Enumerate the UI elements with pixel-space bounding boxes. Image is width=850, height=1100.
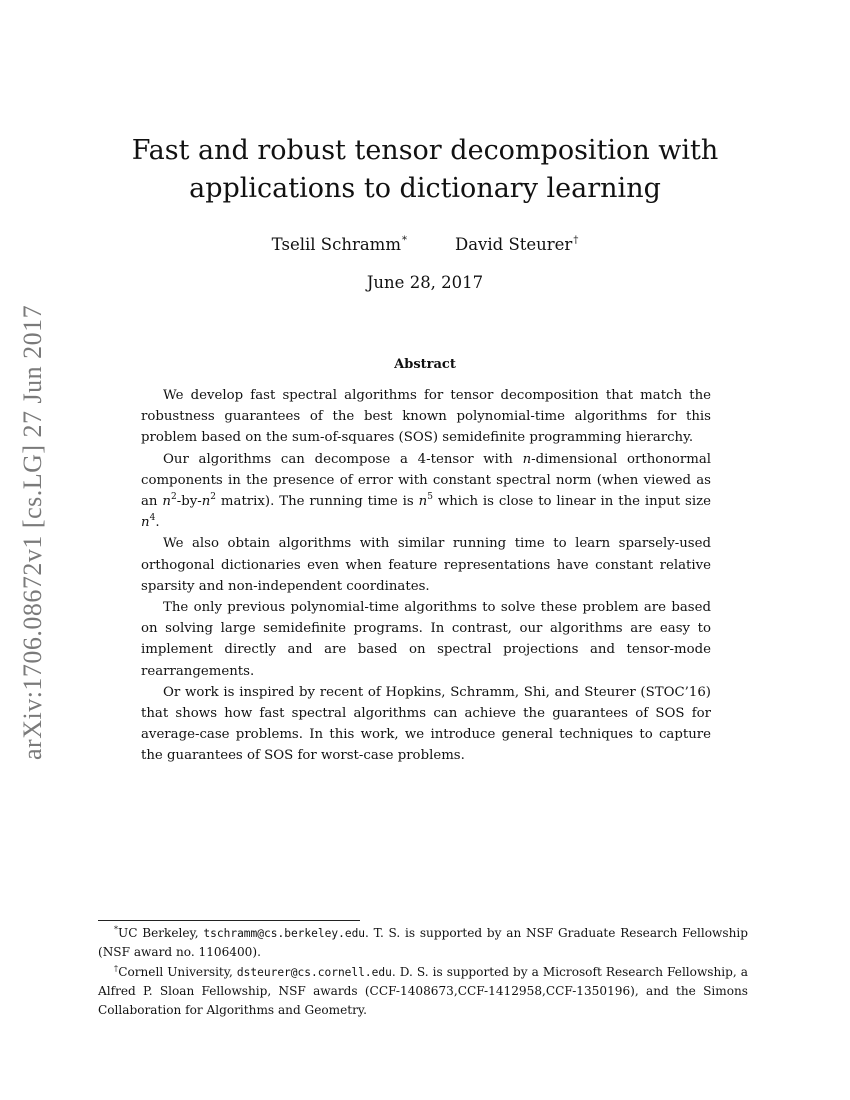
author-name: Tselil Schramm: [271, 235, 401, 254]
math-symbol: n: [201, 494, 211, 510]
text-run: -by-: [176, 494, 202, 510]
abstract-heading: Abstract: [394, 357, 456, 372]
abstract-paragraph-1: We develop fast spectral algorithms for tensor decomposition that match the robustness guarantees of the best known polynomial-time algorithms for this problem based on the sum-of-squares (SOS) semidefinite programming hierarchy.: [141, 388, 711, 446]
math-symbol: n: [162, 494, 171, 510]
math-symbol: n: [418, 494, 428, 510]
footnote-text: . T. S. is supported by an NSF Graduate Research Fellowship (NSF award no. 1106400).: [98, 926, 748, 960]
abstract-paragraph-5: Or work is inspired by recent of Hopkins, Schramm, Shi, and Steurer (STOC’16) that shows how fast spectral algorithms can achieve the guarantees of SOS for average-case problems. In this work, we introduce general techniques to capture the guarantees of SOS for worst-case problems.: [141, 684, 711, 764]
math-exponent: 4: [149, 513, 156, 524]
math-exponent: 2: [170, 492, 177, 503]
footnote-mark: †: [114, 963, 119, 973]
footnote-mark: *: [114, 925, 118, 934]
text-run: Our algorithms can decompose a 4-tensor with: [163, 451, 523, 467]
text-run: matrix). The running time is: [216, 494, 419, 510]
email-link-steurer[interactable]: dsteurer@cs.cornell.edu: [236, 965, 392, 979]
author-steurer: [455, 230, 578, 256]
footnote-mark: †: [573, 235, 579, 246]
footnote-divider: [98, 920, 360, 921]
footnote-steurer: [98, 963, 748, 1021]
email-link-schramm[interactable]: tschramm@cs.berkeley.edu: [203, 927, 366, 940]
abstract-paragraph-3: We also obtain algorithms with similar running time to learn sparsely-used orthogonal dictionaries even when feature representations have constant relative sparsity and non-independent coordinates.: [141, 536, 711, 594]
footnote-text: . D. S. is supported by a Microsoft Research Fellowship, a Alfred P. Sloan Fellowship, NSF awards (CCF-1408673,CCF-1412958,CCF-1350196), and the Simons Collaboration for Algorithms and Geometry.: [98, 964, 749, 1018]
footnotes: [98, 924, 748, 1020]
math-exponent: 5: [427, 492, 433, 503]
math-exponent: 2: [210, 492, 217, 503]
text-run: .: [155, 515, 160, 531]
abstract-paragraph-4: The only previous polynomial-time algorithms to solve these problem are based on solving large semidefinite programs. In contrast, our algorithms are easy to implement directly and are based on spectral projections and tensor-mode rearrangements.: [141, 600, 711, 679]
text-run: -dimensional orthonormal components in the presence of error with constant spectral norm (when viewed as an: [141, 451, 712, 510]
paper-title: Fast and robust tensor decomposition with applications to dictionary learning: [131, 135, 719, 204]
math-symbol: n: [522, 451, 532, 467]
footnote-text: UC Berkeley,: [118, 926, 204, 940]
footnote-schramm: [98, 924, 748, 963]
arxiv-identifier: arXiv:1706.08672v1 [cs.LG] 27 Jun 2017: [18, 304, 47, 760]
footnote-text: Cornell University,: [118, 964, 237, 979]
abstract-paragraph-2: [141, 449, 711, 534]
text-run: which is close to linear in the input size: [432, 494, 712, 510]
paper-date: June 28, 2017: [366, 273, 484, 292]
footnote-mark: *: [401, 235, 407, 246]
author-schramm: [272, 230, 407, 256]
author-name: David Steurer: [454, 235, 573, 254]
author-list: [0, 230, 850, 256]
abstract-body: [141, 385, 711, 767]
math-symbol: n: [141, 515, 150, 531]
